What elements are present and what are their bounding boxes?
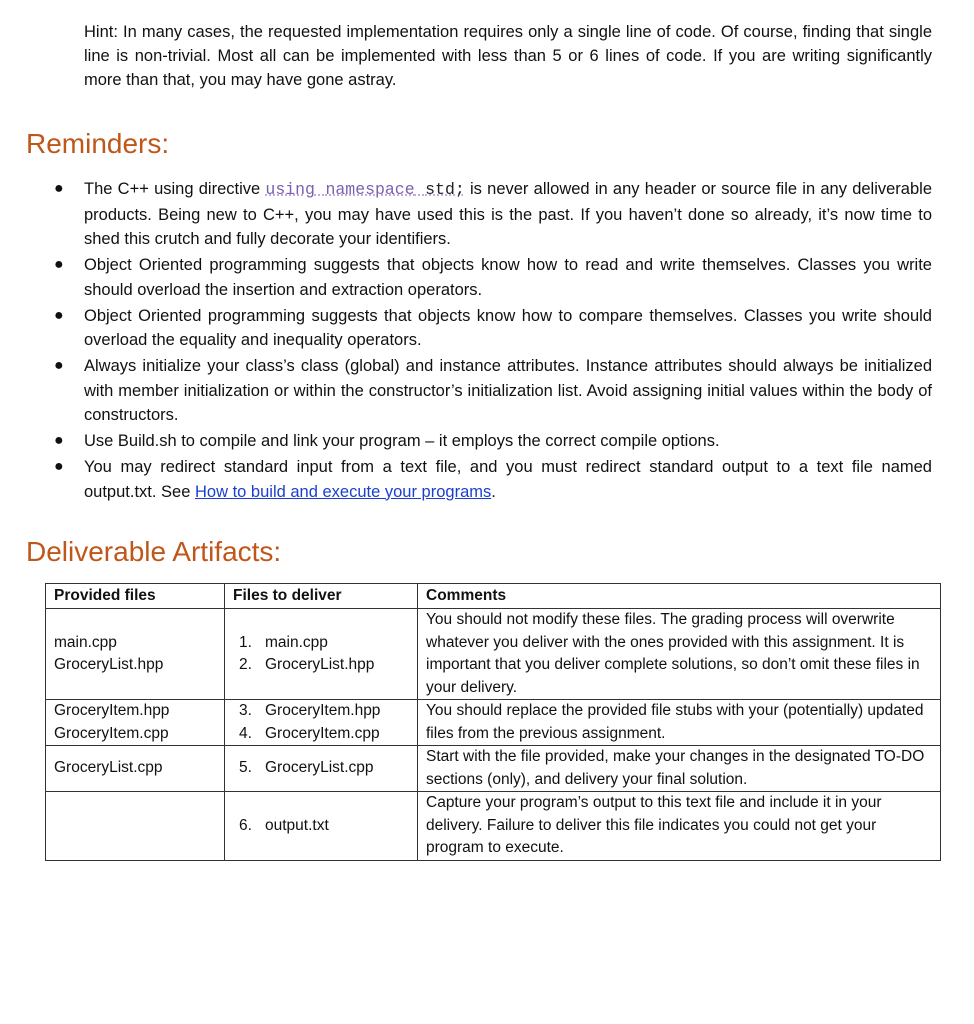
deliver-files-cell	[225, 700, 418, 746]
deliver-file	[233, 700, 409, 723]
reminder-text: is never allowed in any header or source file in any deliverable products. Being new to C++, you may have used this is the past. If you haven’t done so already, it’s now time to shed this crutch and fully decorate your identifiers.	[84, 180, 932, 248]
file-number: 6.	[239, 816, 252, 834]
deliverables-table	[45, 583, 941, 861]
bullet-icon: ●	[54, 256, 64, 273]
column-header-comments: Comments	[418, 584, 941, 609]
code-identifier: std;	[425, 180, 465, 199]
file-name: GroceryItem.hpp	[265, 702, 381, 719]
deliver-files-cell	[225, 609, 418, 700]
file-name: main.cpp	[265, 633, 328, 651]
bullet-icon: ●	[54, 306, 64, 324]
deliver-files-cell	[225, 792, 418, 861]
provided-file: GroceryItem.cpp	[54, 724, 169, 742]
bullet-icon: ●	[54, 458, 64, 475]
deliver-file-list	[233, 815, 409, 838]
reminder-text: Object Oriented programming suggests that objects know how to compare themselves. Classes you write should overload the equality and inequality operators.	[84, 306, 932, 349]
comment-cell: Start with the file provided, make your changes in the designated TO-DO sections (only), and delivery your final solution.	[418, 746, 941, 792]
deliver-files-cell	[225, 746, 418, 792]
provided-files-cell	[46, 609, 225, 700]
deliver-file	[233, 654, 409, 677]
reminders-heading: Reminders:	[26, 128, 170, 159]
comment-cell: You should replace the provided file stubs with your (potentially) updated files from the previous assignment.	[418, 700, 941, 746]
provided-files-cell	[46, 792, 225, 861]
file-name: GroceryList.hpp	[265, 656, 375, 673]
deliver-file	[233, 757, 409, 780]
reminder-text: Use Build.sh to compile and link your program – it employs the correct compile options.	[84, 432, 720, 450]
list-item	[50, 177, 932, 252]
deliver-file	[233, 723, 409, 746]
code-keyword: namespace	[325, 180, 415, 199]
reminder-text: You may redirect standard input from a text file, and you must redirect standard output to a text file named output.txt. See	[84, 458, 932, 501]
deliver-file	[233, 815, 409, 838]
column-header-deliver: Files to deliver	[225, 584, 418, 609]
comment-cell: You should not modify these files. The grading process will overwrite whatever you deliver with the ones provided with this assignment. It is important that you deliver complete solutions, so don’t omit these files in your delivery.	[418, 609, 941, 700]
list-item	[50, 253, 932, 302]
provided-files-cell	[46, 700, 225, 746]
build-execute-link[interactable]: How to build and execute your programs	[195, 482, 492, 501]
file-number: 5.	[239, 759, 252, 777]
file-name: GroceryList.cpp	[265, 759, 374, 777]
list-item	[50, 455, 932, 504]
hint-paragraph: Hint: In many cases, the requested implementation requires only a single line of code. Of course, finding that single line is non-trivial. Most all can be implemented with less than 5 or 6 lines of code. If you are writing significantly more than that, you may have gone astray.	[84, 23, 932, 89]
list-item	[50, 354, 932, 428]
list-item	[50, 304, 932, 353]
deliver-file-list	[233, 700, 409, 745]
column-header-provided: Provided files	[46, 584, 225, 609]
file-number: 4.	[239, 724, 252, 742]
bullet-icon: ●	[54, 357, 64, 374]
reminder-text: The C++ using directive	[84, 180, 266, 198]
table-row	[46, 792, 941, 861]
provided-file: GroceryItem.hpp	[54, 702, 170, 719]
deliver-file-list	[233, 632, 409, 677]
file-number: 3.	[239, 702, 252, 719]
table-row	[46, 746, 941, 792]
code-snippet	[265, 180, 464, 199]
reminder-text: Always initialize your class’s class (global) and instance attributes. Instance attributes should always be initialized with member initialization or within the constructor’s initialization list. Avoid assigning initial values within the body of constructors.	[84, 357, 932, 424]
table-row	[46, 609, 941, 700]
table-header-row	[46, 584, 941, 609]
reminder-text: .	[491, 482, 496, 501]
file-number: 1.	[239, 633, 252, 651]
reminder-text: Object Oriented programming suggests that objects know how to read and write themselves. Classes you write should overload the insertion and extraction operators.	[84, 256, 932, 299]
comment-cell: Capture your program’s output to this text file and include it in your delivery. Failure to deliver this file indicates you could not get your program to execute.	[418, 792, 941, 861]
reminders-list	[50, 177, 932, 506]
bullet-icon: ●	[54, 180, 64, 197]
code-keyword: using	[265, 180, 315, 199]
deliverables-heading: Deliverable Artifacts:	[26, 536, 282, 567]
provided-file: GroceryList.cpp	[54, 759, 163, 777]
deliver-file	[233, 632, 409, 655]
file-name: GroceryItem.cpp	[265, 724, 380, 742]
table-row	[46, 700, 941, 746]
list-item	[50, 429, 932, 454]
deliver-file-list	[233, 757, 409, 780]
bullet-icon: ●	[54, 432, 64, 449]
provided-file: main.cpp	[54, 633, 117, 651]
file-name: output.txt	[265, 816, 329, 834]
provided-file: GroceryList.hpp	[54, 656, 164, 673]
provided-files-cell	[46, 746, 225, 792]
file-number: 2.	[239, 656, 252, 673]
